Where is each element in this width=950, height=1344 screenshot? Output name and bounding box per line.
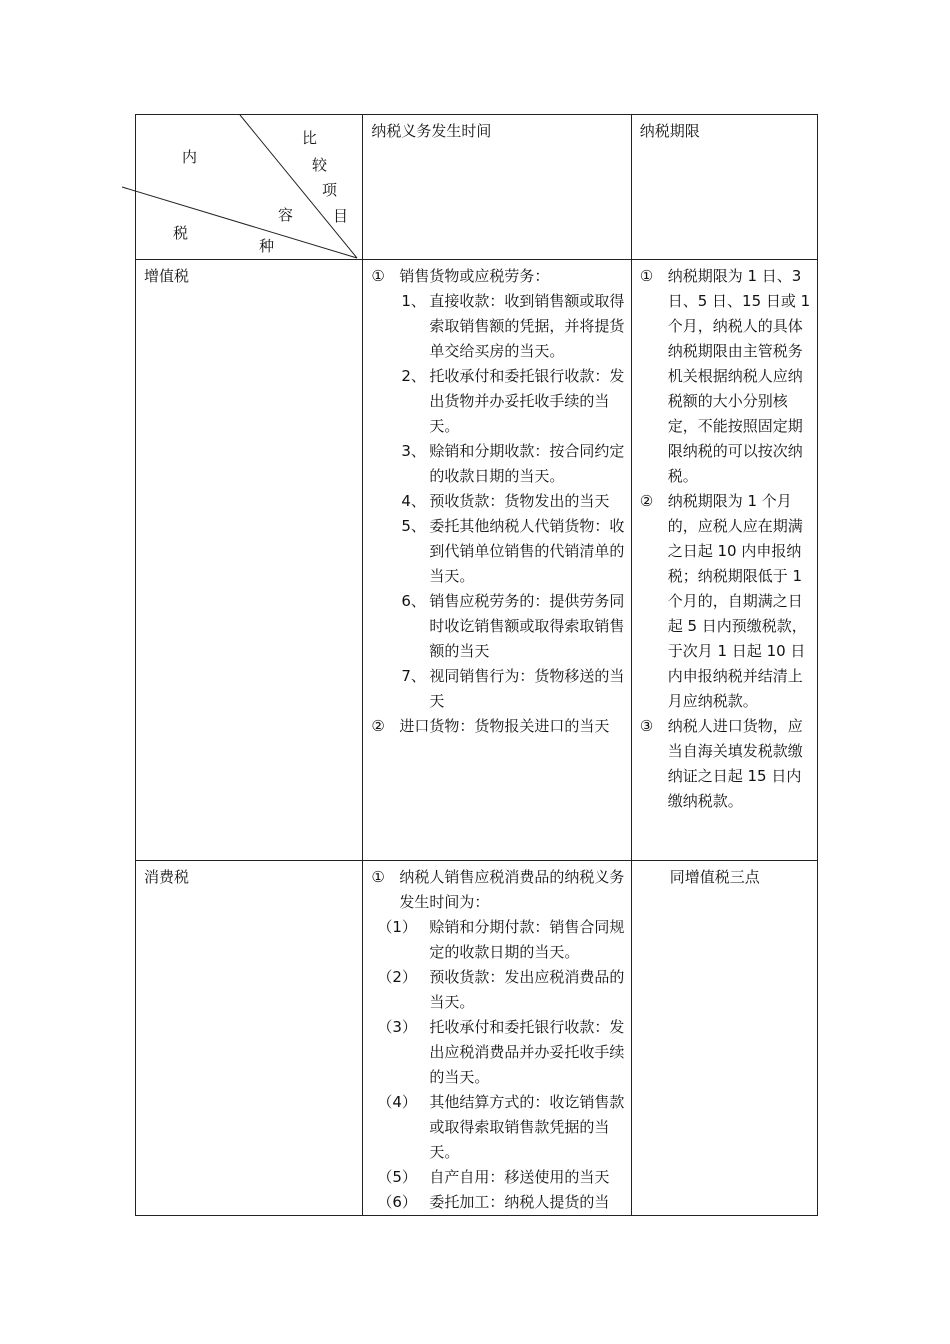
period-cell [631,260,817,861]
diag-char: 比 [302,129,318,147]
tax-name-cell [136,260,363,861]
column-header-occurrence [363,115,631,260]
sub-item-text: 直接收款：收到销售额或取得索取销售额的凭据，并将提货单交给买房的当天。 [429,292,625,360]
tax-name-cell [136,861,363,1216]
sub-item [371,289,626,364]
sub-item-number: 6、 [401,592,426,610]
sub-item-number: （1） [377,918,417,936]
diag-char: 目 [333,207,349,225]
sub-item-number: （2） [377,968,417,986]
sub-item-text: 预收货款：货物发出的当天 [429,492,610,510]
sub-item-number: 1、 [401,292,426,310]
sub-item [371,589,626,664]
sub-item-number: （3） [377,1018,417,1036]
consumption-tax-row [136,861,818,1216]
circled-number: ① [371,267,385,285]
list-item [640,714,813,814]
sub-item [371,364,626,439]
sub-item-number: （6） [377,1193,417,1211]
sub-item [371,1165,626,1190]
circled-number: ① [639,267,654,285]
tax-name: 消费税 [144,868,190,886]
sub-item [371,1090,626,1165]
tax-comparison-table [135,114,818,1216]
list-item [640,264,813,489]
sub-item-text: 委托加工：纳税人提货的当 [429,1193,610,1211]
sub-item-text: 委托其他纳税人代销货物：收到代销单位销售的代销清单的当天。 [429,517,625,585]
circled-number: ③ [639,717,654,735]
vat-row [136,260,818,861]
sub-item-text: 赊销和分期付款：销售合同规定的收款日期的当天。 [429,918,625,961]
diag-char: 内 [182,148,198,166]
diag-char: 种 [259,237,275,255]
column-header-text: 纳税义务发生时间 [371,122,492,140]
sub-item-text: 销售应税劳务的：提供劳务同时收讫销售额或取得索取销售额的当天 [429,592,625,660]
diag-char: 较 [312,156,328,174]
sub-item [371,489,626,514]
period-cell [631,861,817,1216]
diag-char: 税 [173,224,189,242]
sub-item-number: 5、 [401,517,426,535]
period-text: 同增值税三点 [669,868,760,886]
sub-item-number: 2、 [401,367,426,385]
list-item-text: 纳税期限为 1 日、3 日、5 日、15 日或 1 个月，纳税人的具体纳税期限由主管税务机关根据纳税人应纳税额的大小分别核定，不能按照固定期限纳税的可以按次纳税。 [667,267,811,485]
occurrence-cell [363,861,631,1216]
list-item-text: 纳税人销售应税消费品的纳税义务发生时间为： [399,868,625,911]
sub-item-number: 7、 [401,667,426,685]
sub-item [371,664,626,714]
sub-item [371,915,626,965]
sub-item-number: 4、 [401,492,426,510]
list-item [371,865,626,915]
sub-item [371,514,626,589]
occurrence-cell [363,260,631,861]
sub-item [371,965,626,1015]
diagonal-header-cell [136,115,363,260]
diag-char: 项 [322,181,338,199]
sub-item-text: 自产自用：移送使用的当天 [429,1168,610,1186]
tax-name: 增值税 [144,267,190,285]
sub-item [371,1015,626,1090]
diag-char: 容 [278,206,294,224]
column-header-text: 纳税期限 [639,122,700,140]
list-item [640,489,813,714]
sub-item-text: 其他结算方式的：收讫销售款或取得索取销售款凭据的当天。 [429,1093,625,1161]
list-item-text: 进口货物：货物报关进口的当天 [399,717,610,735]
column-header-period [631,115,817,260]
list-item-text: 纳税人进口货物，应当自海关填发税款缴纳证之日起 15 日内缴纳税款。 [667,717,803,810]
sub-item [371,1190,626,1215]
header-row [136,115,818,260]
sub-item-text: 托收承付和委托银行收款：发出货物并办妥托收手续的当天。 [429,367,625,435]
list-item [371,714,626,739]
sub-item-text: 预收货款：发出应税消费品的当天。 [429,968,625,1011]
circled-number: ② [371,717,385,735]
sub-item-number: 3、 [401,442,426,460]
sub-item-text: 托收承付和委托银行收款：发出应税消费品并办妥托收手续的当天。 [429,1018,625,1086]
sub-item-text: 视同销售行为：货物移送的当天 [429,667,625,710]
sub-item-text: 赊销和分期收款：按合同约定的收款日期的当天。 [429,442,625,485]
list-item-text: 纳税期限为 1 个月的，应税人应在期满之日起 10 内申报纳税；纳税期限低于 1 个月的，自期满之日起 5 日内预缴税款，于次月 1 日起 10 日内申报纳税并结清上月应纳税款。 [667,492,807,710]
list-item [371,264,626,289]
sub-item [371,439,626,489]
list-item-text: 销售货物或应税劳务： [399,267,550,285]
circled-number: ② [639,492,654,510]
circled-number: ① [371,868,385,886]
sub-item-number: （5） [377,1168,417,1186]
sub-item-number: （4） [377,1093,417,1111]
